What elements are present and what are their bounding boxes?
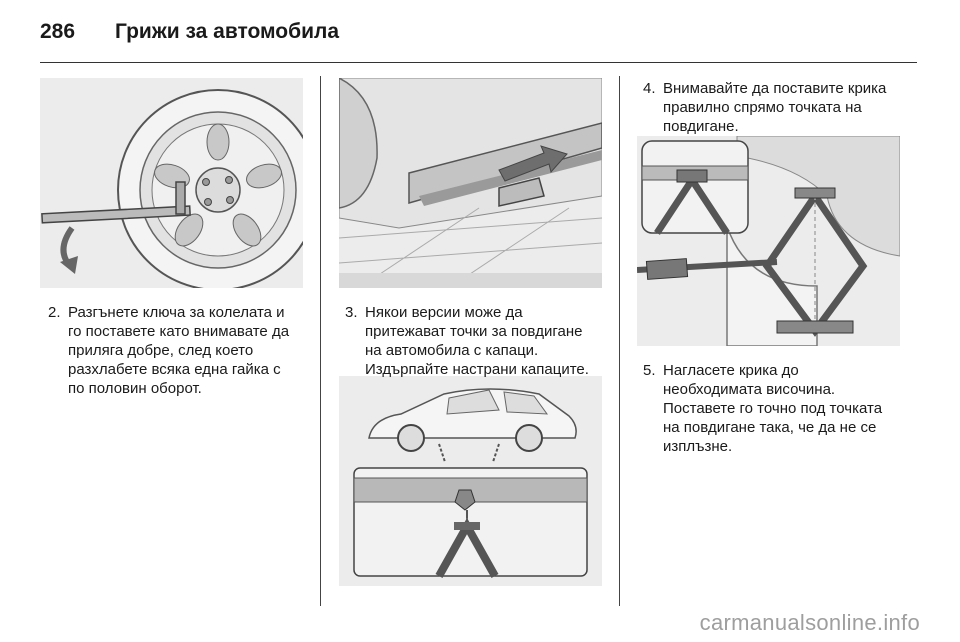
section-title: Грижи за автомобила (115, 20, 340, 43)
header-divider (40, 62, 917, 63)
page-number: 286 (40, 20, 76, 43)
column-divider (619, 76, 620, 606)
column-divider (320, 76, 321, 606)
lifting-point-cover-illustration (339, 78, 602, 288)
step-text: Нагласете крика до необходимата височина. Поставете го точно под точката на повдигане така, че да не се изплъзне. (663, 362, 883, 455)
step-number: 4. (643, 80, 656, 97)
watermark: carmanualsonline.info (699, 610, 920, 635)
step-text: Някои версии може да притежават точки за повдигане на автомобила с капаци. Издърпайте настрани капаците. (365, 304, 589, 378)
wheel-wrench-illustration (40, 78, 303, 288)
step-number: 2. (48, 304, 61, 321)
step-text: Внимавайте да поставите крика правилно спрямо точката на повдигане. (663, 80, 887, 135)
scissor-jack-illustration (637, 136, 900, 346)
jack-position-illustration (339, 376, 602, 586)
step-number: 3. (345, 304, 358, 321)
step-text: Разгънете ключа за колелата и го поставете като внимавате да приляга добре, след което разхлабете всяка една гайка с по половин оборот. (68, 304, 290, 397)
step-number: 5. (643, 362, 656, 379)
page-header (40, 14, 916, 62)
